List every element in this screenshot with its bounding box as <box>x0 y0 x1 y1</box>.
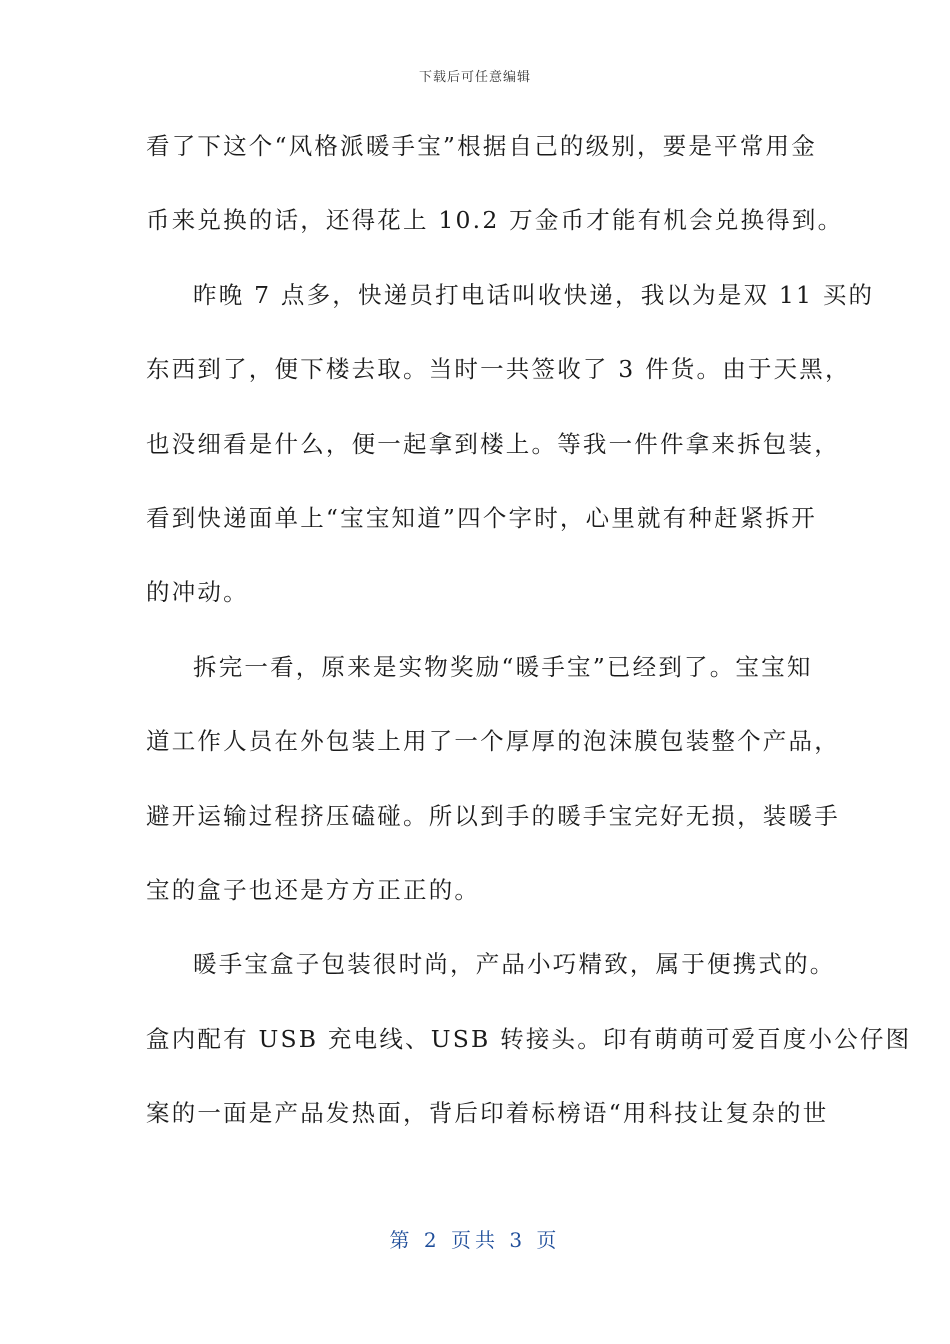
body-line-10: 避开运输过程挤压磕碰。所以到手的暖手宝完好无损，装暖手 <box>146 801 840 830</box>
body-line-13: 盒内配有 USB 充电线、USB 转接头。印有萌萌可爱百度小公仔图 <box>146 1024 912 1053</box>
document-body <box>146 122 912 1163</box>
body-line-1: 看了下这个“风格派暖手宝”根据自己的级别，要是平常用金 <box>146 132 817 160</box>
body-line-5: 也没细看是什么，便一起拿到楼上。等我一件件拿来拆包装， <box>146 429 840 458</box>
body-line-7: 的冲动。 <box>146 578 249 607</box>
body-line-4: 东西到了，便下楼去取。当时一共签收了 3 件货。由于天黑， <box>146 355 851 384</box>
body-line-14: 案的一面是产品发热面，背后印着标榜语“用科技让复杂的世 <box>146 1099 829 1128</box>
body-line-12: 暖手宝盒子包装很时尚，产品小巧精致，属于便携式的。 <box>193 950 836 979</box>
body-line-8: 拆完一看，原来是实物奖励“暖手宝”已经到了。宝宝知 <box>193 652 813 681</box>
body-line-11: 宝的盒子也还是方方正正的。 <box>146 875 481 904</box>
page-number-footer: 第 2 页共 3 页 <box>389 1228 561 1252</box>
page-header: 下载后可任意编辑 <box>418 70 531 85</box>
body-line-9: 道工作人员在外包装上用了一个厚厚的泡沫膜包装整个产品， <box>146 727 840 756</box>
body-line-3: 昨晚 7 点多，快递员打电话叫收快递，我以为是双 11 买的 <box>193 280 875 309</box>
body-line-2: 币来兑换的话，还得花上 10.2 万金币才能有机会兑换得到。 <box>146 206 844 235</box>
body-line-6: 看到快递面单上“宝宝知道”四个字时，心里就有种赶紧拆开 <box>146 503 817 532</box>
